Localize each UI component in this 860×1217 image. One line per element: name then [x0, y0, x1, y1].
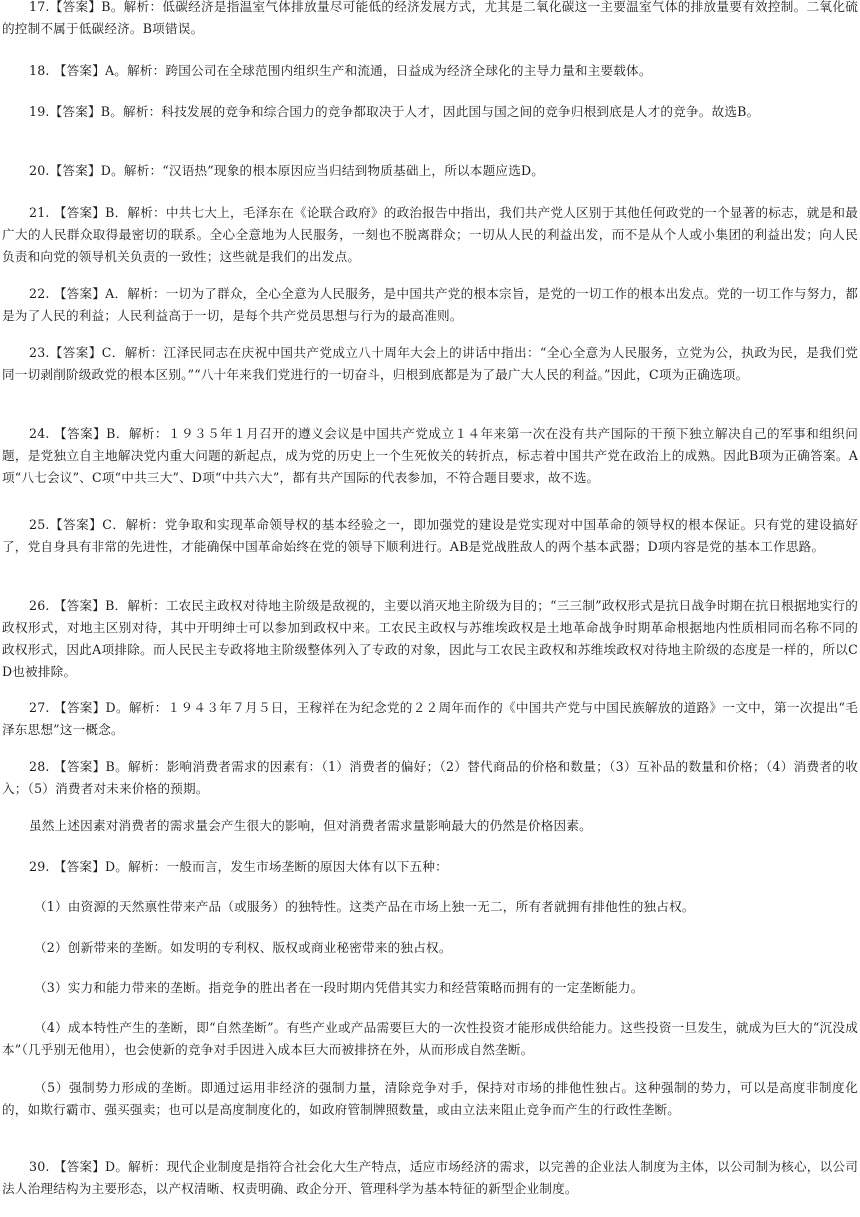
answer-22: 22. 【答案】A．解析：一切为了群众，全心全意为人民服务，是中国共产党的根本宗旨，是党的一切工作的根本出发点。党的一切工作与努力，都是为了人民的利益；人民利益高于一切，是每个共产党员思想与行为的最高准则。 — [2, 286, 858, 323]
answer-26: 26. 【答案】B．解析：工农民主政权对待地主阶级是敌视的，主要以消灭地主阶级为目的；“三三制”政权形式是抗日战争时期在抗日根据地实行的政权形式，对地主区别对待，其中开明绅士可以参加到政权中来。工农民主政权与苏维埃政权是土地革命战争时期革命根据地内性质相同而名称不同的政权形式，因此A项排除。而人民民主专政将地主阶级整体列入了专政的对象，因此与工农民主政权和苏维埃政权对待地主阶级的态度是一样的，所以CD也被排除。 — [2, 598, 858, 679]
answer-25: 25.【答案】C．解析：党争取和实现革命领导权的基本经验之一，即加强党的建设是党实现对中国革命的领导权的根本保证。只有党的建设搞好了，党自身具有非常的先进性，才能确保中国革命始终在党的领导下顺利进行。AB是党战胜敌人的两个基本武器；D项内容是党的基本工作思路。 — [2, 517, 858, 554]
answer-29: 29. 【答案】D。解析：一般而言，发生市场垄断的原因大体有以下五种： — [29, 859, 448, 874]
answer-29-item-1: （1）由资源的天然禀性带来产品（或服务）的独特性。这类产品在市场上独一无二，所有者就拥有排他性的独占权。 — [34, 899, 695, 914]
answer-29-item-2: （2）创新带来的垄断。如发明的专利权、版权或商业秘密带来的独占权。 — [34, 940, 452, 955]
answer-27: 27. 【答案】D。解析：１９４３年７月５日，王稼祥在为纪念党的２２周年而作的《中国共产党与中国民族解放的道路》一文中，第一次提出“毛泽东思想”这一概念。 — [2, 700, 858, 737]
answer-20: 20.【答案】D。解析：“汉语热”现象的根本原因应当归结到物质基础上，所以本题应选D。 — [29, 163, 545, 178]
answer-28: 28. 【答案】B。解析：影响消费者需求的因素有：（1）消费者的偏好；（2）替代商品的价格和数量；（3）互补品的数量和价格；（4）消费者的收入；（5）消费者对未来价格的预期。 — [2, 759, 858, 796]
answer-17: 17.【答案】B。解析：低碳经济是指温室气体排放量尽可能低的经济发展方式，尤其是二氧化碳这一主要温室气体的排放量要有效控制。二氧化硫的控制不属于低碳经济。B项错误。 — [2, 0, 858, 36]
answer-18: 18. 【答案】A。解析：跨国公司在全球范围内组织生产和流通，日益成为经济全球化的主导力量和主要载体。 — [29, 63, 652, 78]
answer-24: 24. 【答案】B．解析：１９３５年１月召开的遵义会议是中国共产党成立１４年来第一次在没有共产国际的干预下独立解决自己的军事和组织问题，是党独立自主地解决党内重大问题的新起点，成为党的历史上一个生死攸关的转折点，标志着中国共产党在政治上的成熟。因此B项为正确答案。A项“八七会议”、C项“中共三大”、D项“中共六大”，都有共产国际的代表参加，不符合题目要求，故不选。 — [2, 426, 858, 485]
answer-28-note: 虽然上述因素对消费者的需求量会产生很大的影响，但对消费者需求量影响最大的仍然是价格因素。 — [29, 818, 592, 833]
answer-23: 23.【答案】C．解析：江泽民同志在庆祝中国共产党成立八十周年大会上的讲话中指出：“全心全意为人民服务，立党为公，执政为民，是我们党同一切剥削阶级政党的根本区别。”“八十年来我们党进行的一切奋斗，归根到底都是为了最广大人民的利益。”因此，C项为正确选项。 — [2, 345, 858, 382]
answer-30: 30. 【答案】D。解析：现代企业制度是指符合社会化大生产特点，适应市场经济的需求，以完善的企业法人制度为主体，以公司制为核心，以公司法人治理结构为主要形态，以产权清晰、权责明确、政企分开、管理科学为基本特征的新型企业制度。 — [2, 1159, 858, 1196]
answer-21: 21. 【答案】B．解析：中共七大上，毛泽东在《论联合政府》的政治报告中指出，我们共产党人区别于其他任何政党的一个显著的标志，就是和最广大的人民群众取得最密切的联系。全心全意地为人民服务，一刻也不脱离群众；一切从人民的利益出发，而不是从个人或小集团的利益出发；向人民负责和向党的领导机关负责的一致性；这些就是我们的出发点。 — [2, 205, 858, 264]
answer-29-item-3: （3）实力和能力带来的垄断。指竞争的胜出者在一段时期内凭借其实力和经营策略而拥有的一定垄断能力。 — [34, 980, 644, 995]
answer-29-item-4: （4）成本特性产生的垄断，即“自然垄断”。有些产业或产品需要巨大的一次性投资才能形成供给能力。这些投资一旦发生，就成为巨大的“沉没成本”（几乎别无他用），也会使新的竞争对手因进入成本巨大而被排挤在外，从而形成自然垄断。 — [2, 1020, 858, 1057]
answer-29-item-5: （5）强制势力形成的垄断。即通过运用非经济的强制力量，清除竞争对手，保持对市场的排他性独占。这种强制的势力，可以是高度非制度化的，如欺行霸市、强买强卖；也可以是高度制度化的，如政府管制牌照数量，或由立法来阻止竞争而产生的行政性垄断。 — [2, 1080, 858, 1117]
answer-19: 19.【答案】B。解析：科技发展的竞争和综合国力的竞争都取决于人才，因此国与国之间的竞争归根到底是人才的竞争。故选B。 — [29, 104, 760, 119]
